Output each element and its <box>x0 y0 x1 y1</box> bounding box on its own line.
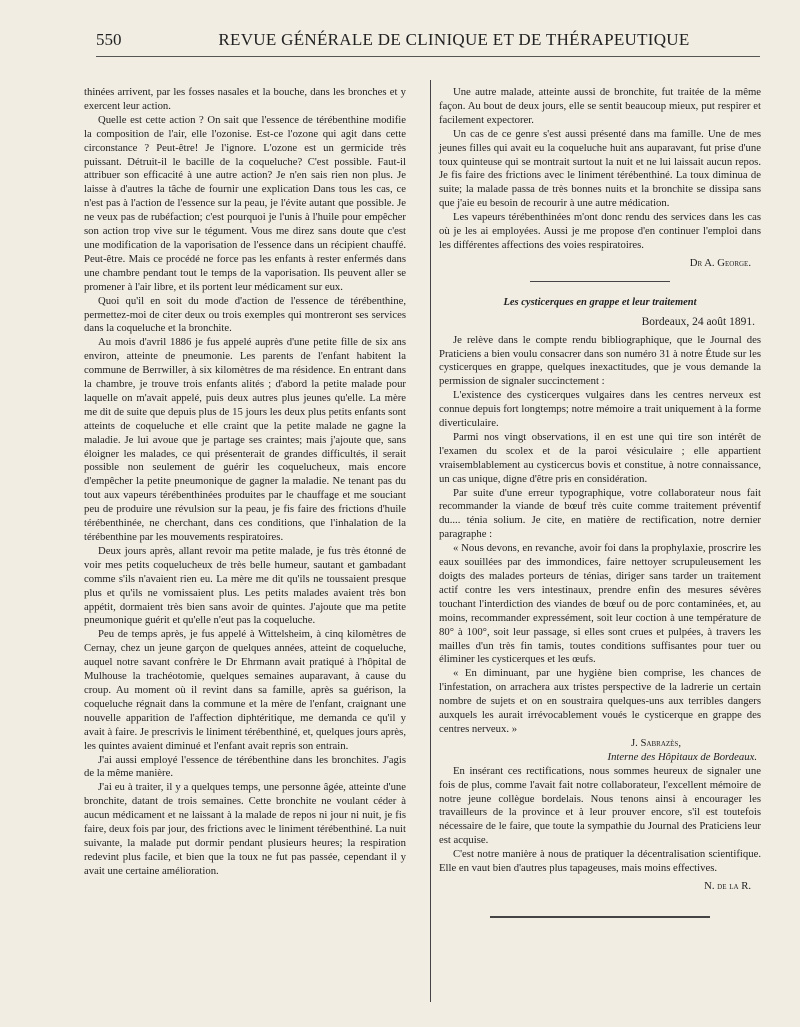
paragraph: Au mois d'avril 1886 je fus appelé auprès d'une petite fille de six ans environ, atteinte de pneumonie. Les parents de l'enfant habitent la commune de Berrwiller, à six kilomètres de ma résidence. En entrant dans la chambre, je trouve trois enfants alités ; d'abord la petite malade pour laquelle on m'avait appelé, puis deux autres plus jeunes qu'elle. La mère me dit de suite que depuis plus de 15 jours les deux plus petits enfants sont atteints de coqueluche et elle craint que la petite malade ne gagne la maladie. Je lui avoue que je partage ses craintes; mais j'ajoute que, sans éloigner les malades, ce qui présenterait de grandes difficultés, il serait possible non seulement de guérir les coquelucheux, mais encore d'empêcher la petite pneumonique de gagner la maladie. Ne tenant pas du tout aux vapeurs térébenthinées produites par le chauffage et me souciant peu de produire une révulsion sur la peau, je fis faire des frictions d'huile térébenthinée, ne cherchant, dans ces conditions, que l'inhalation de la térébenthine par les mouvements respiratoires. <box>84 336 406 543</box>
author-signature: Dr A. George. <box>689 256 751 269</box>
running-title: REVUE GÉNÉRALE DE CLINIQUE ET DE THÉRAPEUTIQUE <box>218 30 690 49</box>
paragraph: Les vapeurs térébenthinées m'ont donc rendu des services dans les cas où je les ai employées. Aussi je me propose d'en continuer l'emploi dans les différentes affections des voies respiratoires. <box>439 211 761 251</box>
paragraph: Quelle est cette action ? On sait que l'essence de térébenthine modifie la composition de l'air, elle l'ozonise. Est-ce l'ozone qui agit dans cette circonstance ? Peut-être! Je l'ignore. L'ozone est un germicide très puissant. Détruit-il le bacille de la coqueluche? C'est possible. Faut-il attribuer son efficacité à une autre action? Je n'en sais rien non plus. Je laisse à d'autres la tâche de fournir une explication Dans tous les cas, ce n'est pas à l'action de l'essence sur la peau, je l'évite autant que possible. Je ne veux pas de rubéfaction; c'est pourquoi je l'unis à l'huile pour empêcher son action trop vive sur le tégument. Vous me direz sans doute que c'est une modification de la vaporisation de l'essence dans un récipient chauffé. Peut-être. Mais ce procédé ne force pas les enfants à rester enfermés dans une chambre pendant tout le temps de la vaporisation. Ils peuvent aller se promener à l'air libre, et ils portent leur médicament sur eux. <box>84 113 406 293</box>
paragraph: Deux jours après, allant revoir ma petite malade, je fus très étonné de voir mes petits coquelucheux de très belle humeur, sautant et gambadant comme s'ils n'avaient rien eu. La mère me dit qu'ils ne toussaient presque plus et qu'ils ne vomissaient plus. Les petits malades avaient très bon appétit, dormaient très bien sans avoir de quintes. J'ajoute que ma petite pneumonique guérit et qu'elle n'eut pas la coqueluche. <box>84 544 406 627</box>
column-divider <box>430 80 431 1002</box>
end-rule <box>490 916 710 918</box>
paragraph: Je relève dans le compte rendu bibliographique, que le Journal des Praticiens a bien voulu consacrer dans son numéro 31 à notre Étude sur les cysticerques en grappe, quelques inexactitudes, que je vous demande la permission de signaler succinctement : <box>439 333 761 388</box>
article-title: Les cysticerques en grappe et leur traitement <box>503 296 697 308</box>
left-column <box>84 86 406 1016</box>
paragraph: Par suite d'une erreur typographique, votre collaborateur nous fait recommander la viande de bœuf très cuite comme traitement préventif du.... ténia solium. Je cite, en matière de rectification, notre dernier paragraphe : <box>439 486 761 541</box>
paragraph: Une autre malade, atteinte aussi de bronchite, fut traitée de la même façon. Au bout de deux jours, elle se sentit beaucoup mieux, put respirer et facilement expectorer. <box>439 86 761 126</box>
article-date: Bordeaux, 24 août 1891. <box>641 315 755 328</box>
editor-signature: N. de la R. <box>704 879 751 892</box>
paragraph: thinées arrivent, par les fosses nasales et la bouche, dans les bronches et y exercent leur action. <box>84 86 406 112</box>
author-affiliation: Interne des Hôpitaux de Bordeaux. <box>607 750 757 763</box>
quote-paragraph: « En diminuant, par une hygiène bien comprise, les chances de l'infestation, on arrachera aux tristes perspective de la ladrerie un certain nombre de sujets et on en soustraira quelques-uns aux terribles dangers auxquels les aurait irrévocablement voués le cysticerque en grappe des centres nerveux. » <box>439 667 761 735</box>
paragraph: C'est notre manière à nous de pratiquer la décentralisation scientifique. Elle en vaut bien d'autres plus tapageuses, mais moins effectives. <box>439 848 761 875</box>
right-column <box>439 86 761 986</box>
paragraph: Parmi nos vingt observations, il en est une qui tire son intérêt de l'examen du scolex et de la paroi vésiculaire ; elle appartient vraisemblablement au cysticercus bovis et constitue, à notre connaissance, un cas unique, digne d'être pris en considération. <box>439 430 761 485</box>
section-rule <box>530 281 670 282</box>
paragraph: J'ai aussi employé l'essence de térébenthine dans les bronchites. J'agis de la même manière. <box>84 753 406 780</box>
paragraph: J'ai eu à traiter, il y a quelques temps, une personne âgée, atteinte d'une bronchite, datant de trois semaines. Cette bronchite ne voulant céder à aucun médicament et ne laissant à la malade de repos ni jour ni nuit, je fis faire, deux fois par jour, des frictions avec le liniment térébenthiné. La nuit suivante, la malade put dormir pendant plusieurs heures; la respiration redevint plus facile, et bien que la toux ne fut pas passée, cependant il y avait une certaine amélioration. <box>84 781 406 877</box>
paragraph: Quoi qu'il en soit du mode d'action de l'essence de térébenthine, permettez-moi de citer deux ou trois exemples qui montreront ses services dans la coqueluche et la bronchite. <box>84 294 406 335</box>
paragraph: En insérant ces rectifications, nous sommes heureux de signaler une fois de plus, comme l'avait fait notre collaborateur, l'excellent mémoire de notre jeune collègue bordelais. Nous tenons ainsi à encourager les travailleurs de la province et à leur prouver encore, s'il est toutefois nécessaire de le faire, que toute la sympathie du Journal des Praticiens leur est acquise. <box>439 764 761 847</box>
paragraph: Un cas de ce genre s'est aussi présenté dans ma famille. Une de mes jeunes filles qui avait eu la coqueluche huit ans auparavant, fut prise d'une toux quinteuse qui se montrait surtout la nuit et ne lui laissait aucun repos. Je fis faire des frictions avec le liniment térébenthiné. La toux diminua de suite; la malade passa de très bonnes nuits et la bronchite se dissipa sans que j'aie eu besoin de recourir à une autre médication. <box>439 127 761 210</box>
quote-paragraph: « Nous devons, en revanche, avoir foi dans la prophylaxie, proscrire les eaux souillées par des immondices, faire nettoyer scrupuleusement les doigts des malades porteurs de ténias, diriger sans tarder un traitement actif contre les vers intestinaux, prendre enfin des mesures sévères touchant l'interdiction des viandes de bœuf ou de porc contaminées, et, au moins, recommander expressément, soit leur coction à une température de 80° à 100°, soit leur passage, si elles sont crues et pulpées, à travers les mailles d'un très fin tamis, toutes conditions suffisantes pour tuer ou éliminer les cysticerques et les œufs. <box>439 542 761 666</box>
page-header <box>96 30 760 57</box>
paragraph: Peu de temps après, je fus appelé à Wittelsheim, à cinq kilomètres de Cernay, chez un jeune garçon de quelques années, atteint de coqueluche, auquel notre savant confrère le Dr Ehrmann avait pratiqué à l'hôpital de Mulhouse la trachéotomie, quelques semaines auparavant, à cause du croup. Au moment où il revint dans sa famille, après sa guérison, la coqueluche régnait dans la commune et la mère de l'enfant, craignant une nouvelle apparition de l'affection diphtéritique, me demanda ce qu'il y avait à faire. Je prescrivis le liniment térébenthiné, et, quelques jours après, les quintes avaient diminué et l'enfant avait repris son entrain. <box>84 628 406 752</box>
article-author: J. Sabrazès, <box>630 736 681 749</box>
page-number: 550 <box>96 30 122 49</box>
paragraph: L'existence des cysticerques vulgaires dans les centres nerveux est connue depuis fort longtemps; notre mémoire a trait uniquement à la forme diverticulaire. <box>439 389 761 430</box>
